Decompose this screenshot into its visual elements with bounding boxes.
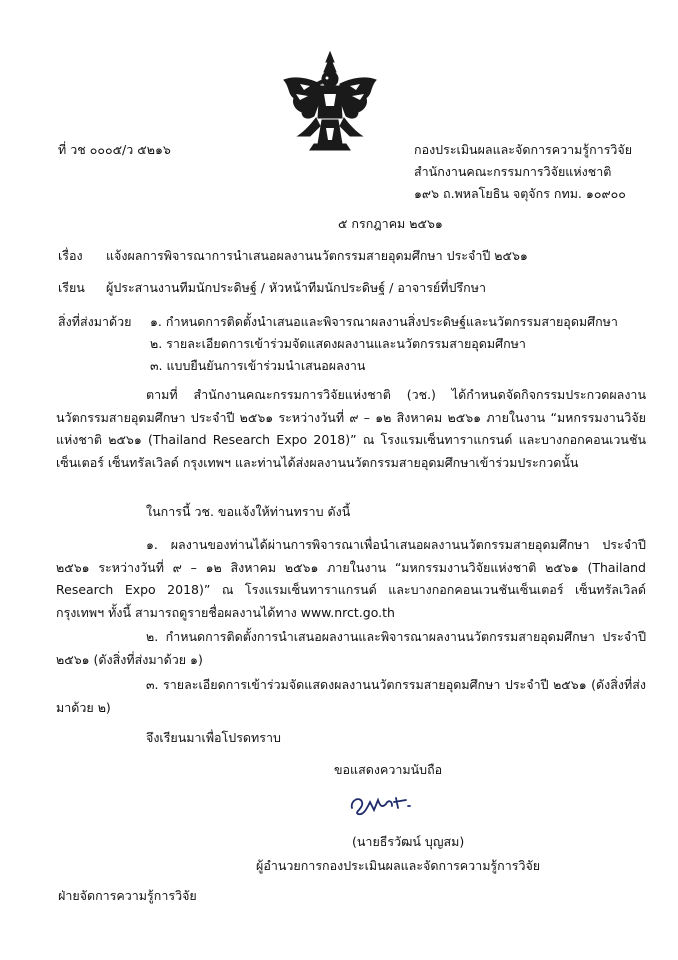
closing-text: จึงเรียนมาเพื่อโปรดทราบ <box>146 730 281 745</box>
body-item-2: ๒. กำหนดการติดตั้งการนำเสนอผลงานและพิจารณาผลงานนวัตกรรมสายอุดมศึกษา ประจำปี ๒๕๖๑ (ดังสิ่งที่ส่งมาด้วย ๑) <box>56 629 646 667</box>
garuda-emblem <box>280 50 380 154</box>
body-paragraph-1: ตามที่ สำนักงานคณะกรรมการวิจัยแห่งชาติ (วช.) ได้กำหนดจัดกิจกรรมประกวดผลงานนวัตกรรมสายอุดมศึกษา ประจำปี ๒๕๖๑ ระหว่างวันที่ ๙ – ๑๒ สิงหาคม ๒๕๖๑ ภายในงาน “มหกรรมงานวิจัยแห่งชาติ ๒๕๖๑ (Thailand Research Expo 2018)” ณ โรงแรมเซ็นทาราแกรนด์ และบางกอกคอนเวนชันเซ็นเตอร์ เซ็นทรัลเวิลด์ กรุงเทพฯ และท่านได้ส่งผลงานนวัตกรรมสายอุดมศึกษาเข้าร่วมประกวดนั้น <box>56 387 646 470</box>
reference-number: ที่ วช ๐๐๐๕/ว ๕๒๑๖ <box>58 142 171 157</box>
body-paragraph-2: ในการนี้ วช. ขอแจ้งให้ท่านทราบ ดังนี้ <box>146 504 351 519</box>
handwritten-signature <box>346 788 416 818</box>
org-line-2: สำนักงานคณะกรรมการวิจัยแห่งชาติ <box>414 164 612 179</box>
body-item-3: ๓. รายละเอียดการเข้าร่วมจัดแสดงผลงานนวัตกรรมสายอุดมศึกษา ประจำปี ๒๕๖๑ (ดังสิ่งที่ส่งมาด้วย ๒) <box>56 677 646 715</box>
department-footer: ฝ่ายจัดการความรู้การวิจัย <box>58 888 197 903</box>
enclosure-item: ๓. แบบยืนยันการเข้าร่วมนำเสนอผลงาน <box>150 358 366 373</box>
signatory-position: ผู้อำนวยการกองประเมินผลและจัดการความรู้การวิจัย <box>256 858 541 873</box>
org-line-1: กองประเมินผลและจัดการความรู้การวิจัย <box>414 142 633 157</box>
enclosure-item: ๒. รายละเอียดการเข้าร่วมจัดแสดงผลงานและนวัตกรรมสายอุดมศึกษา <box>150 336 526 351</box>
letter-date: ๕ กรกฎาคม ๒๕๖๑ <box>338 216 443 231</box>
recipient-text: ผู้ประสานงานทีมนักประดิษฐ์ / หัวหน้าทีมนักประดิษฐ์ / อาจารย์ที่ปรึกษา <box>106 280 486 295</box>
org-address: ๑๙๖ ถ.พหลโยธิน จตุจักร กทม. ๑๐๙๐๐ <box>414 186 626 201</box>
subject-text: แจ้งผลการพิจารณาการนำเสนอผลงานนวัตกรรมสายอุดมศึกษา ประจำปี ๒๕๖๑ <box>106 248 528 263</box>
signatory-name: (นายธีรวัฒน์ บุญสม) <box>352 834 465 849</box>
regards-text: ขอแสดงความนับถือ <box>334 762 443 777</box>
enclosures-label: สิ่งที่ส่งมาด้วย <box>58 314 132 329</box>
body-item-1: ๑. ผลงานของท่านได้ผ่านการพิจารณาเพื่อนำเสนอผลงานนวัตกรรมสายอุดมศึกษา ประจำปี ๒๕๖๑ ระหว่างวันที่ ๙ – ๑๒ สิงหาคม ๒๕๖๑ ภายในงาน “มหกรรมงานวิจัยแห่งชาติ ๒๕๖๑ (Thailand Research Expo 2018)” ณ โรงแรมเซ็นทาราแกรนด์ และบางกอกคอนเวนชันเซ็นเตอร์ เซ็นทรัลเวิลด์ กรุงเทพฯ ทั้งนี้ สามารถดูรายชื่อผลงานได้ทาง www.nrct.go.th <box>56 537 646 620</box>
subject-label: เรื่อง <box>58 248 83 263</box>
enclosure-item: ๑. กำหนดการติดตั้งนำเสนอและพิจารณาผลงานสิ่งประดิษฐ์และนวัตกรรมสายอุดมศึกษา <box>150 314 618 329</box>
recipient-label: เรียน <box>58 280 85 295</box>
